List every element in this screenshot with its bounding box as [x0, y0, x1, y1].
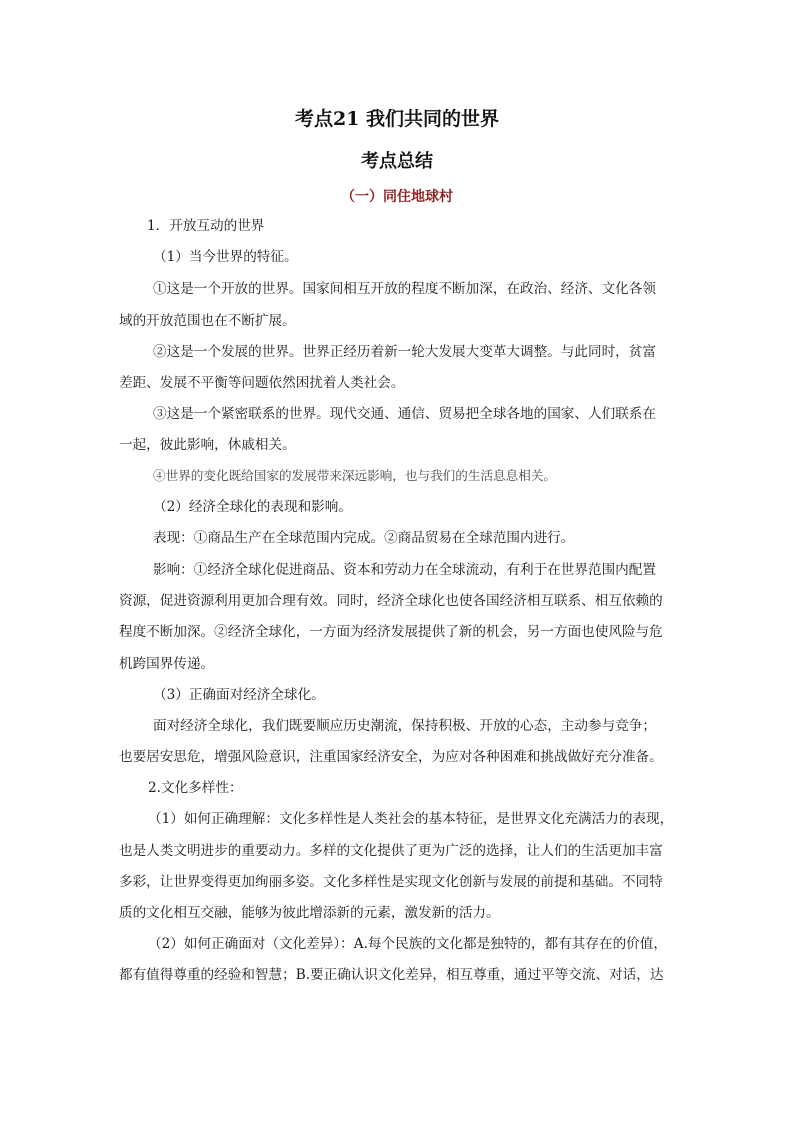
body-text-line: （1）如何正确理解：文化多样性是人类社会的基本特征，是世界文化充满活力的表现，	[148, 811, 674, 827]
body-text-line: ④世界的变化既给国家的发展带来深远影响，也与我们的生活息息相关。	[153, 468, 556, 483]
body-text-line: 也是人类文明进步的重要动力。多样的文化提供了更为广泛的选择，让人们的生活更加丰富	[119, 843, 663, 859]
body-text-line: 一起，彼此影响，休戚相关。	[119, 437, 296, 453]
body-text-line: 程度不断加深。②经济全球化，一方面为经济发展提供了新的机会，另一方面也使风险与危	[119, 624, 663, 640]
sub-heading: （3）正确面对经济全球化。	[153, 687, 325, 703]
body-text-line: ①这是一个开放的世界。国家间相互开放的程度不断加深，在政治、经济、文化各领	[153, 281, 656, 297]
body-text-line: 差距、发展不平衡等问题依然困扰着人类社会。	[119, 375, 405, 391]
body-text-line: 也要居安思危，增强风险意识，注重国家经济安全，为应对各种困难和挑战做好充分准备。	[119, 749, 663, 765]
section-heading: （一）同住地球村	[341, 189, 453, 205]
body-text-line: 域的开放范围也在不断扩展。	[119, 313, 296, 329]
body-text-line: 面对经济全球化，我们既要顺应历史潮流，保持积极、开放的心态，主动参与竞争；	[153, 718, 656, 734]
body-text-line: 多彩，让世界变得更加绚丽多姿。文化多样性是实现文化创新与发展的前提和基础。不同特	[119, 874, 663, 890]
body-text-line: 影响：①经济全球化促进商品、资本和劳动力在全球流动，有利于在世界范围内配置	[153, 562, 656, 578]
document-title: 考点21 我们共同的世界	[294, 108, 500, 130]
body-text-line: 表现：①商品生产在全球范围内完成。②商品贸易在全球范围内进行。	[153, 530, 575, 546]
body-text-line: 质的文化相互交融，能够为彼此增添新的元素，激发新的活力。	[119, 905, 500, 921]
body-text-line: ②这是一个发展的世界。世界正经历着新一轮大发展大变革大调整。与此同时，贫富	[153, 344, 656, 360]
point-heading: 2.文化多样性：	[148, 780, 243, 796]
body-text-line: 都有值得尊重的经验和智慧；B.要正确认识文化差异，相互尊重，通过平等交流、对话，达	[119, 967, 664, 983]
sub-heading: （1）当今世界的特征。	[153, 249, 298, 265]
body-text-line: ③这是一个紧密联系的世界。现代交通、通信、贸易把全球各地的国家、人们联系在	[153, 406, 656, 422]
point-heading: 1．开放互动的世界	[147, 218, 265, 234]
body-text-line: 机跨国界传递。	[119, 656, 215, 672]
document-subtitle: 考点总结	[361, 151, 433, 172]
body-text-line: 资源，促进资源利用更加合理有效。同时，经济全球化也使各国经济相互联系、相互依赖的	[119, 593, 663, 609]
body-text-line: （2）如何正确面对（文化差异）：A.每个民族的文化都是独特的，都有其存在的价值，	[148, 936, 667, 952]
sub-heading: （2）经济全球化的表现和影响。	[153, 499, 352, 515]
